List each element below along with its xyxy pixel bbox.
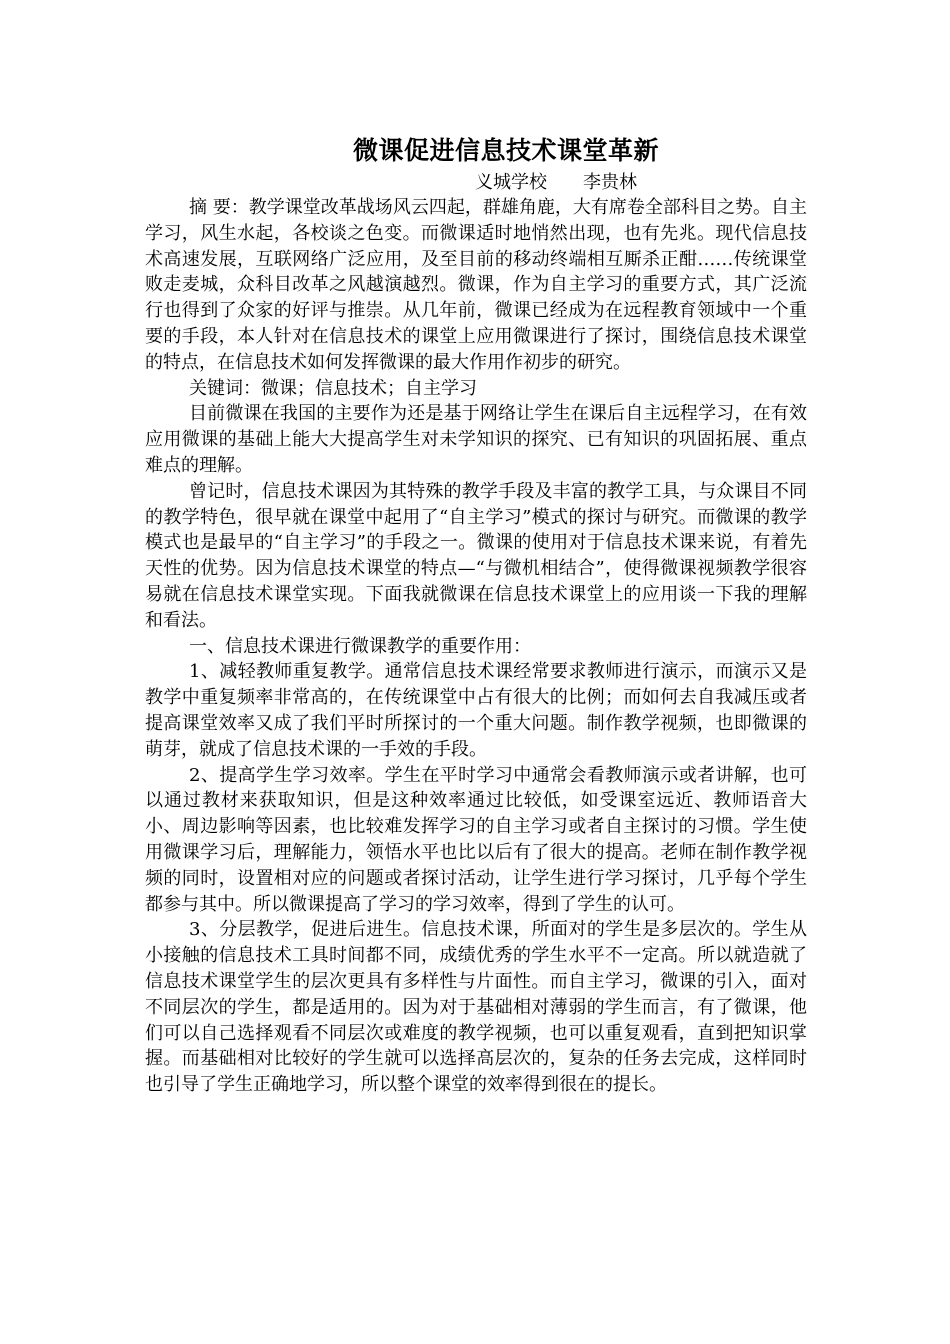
body-paragraph: 曾记时，信息技术课因为其特殊的教学手段及丰富的教学工具，与众课目不同的教学特色，很早就在课堂中起用了“自主学习”模式的探讨与研究。而微课的教学模式也是最早的“自主学习”的手段之一。微课的使用对于信息技术课来说，有着先天性的优势。因为信息技术课堂的特点—“与微机相结合”，使得微课视频教学很容易就在信息技术课堂实现。下面我就微课在信息技术课堂上的应用谈一下我的理解和看法。 bbox=[145, 480, 807, 631]
section-heading: 一、信息技术课进行微课教学的重要作用： bbox=[189, 635, 531, 657]
author-name: 李贵林 bbox=[583, 172, 637, 193]
body-paragraph: 目前微课在我国的主要作为还是基于网络让学生在课后自主远程学习，在有效应用微课的基础上能大大提高学生对未学知识的探究、已有知识的巩固拓展、重点难点的理解。 bbox=[145, 403, 807, 476]
school-name: 义城学校 bbox=[475, 172, 547, 193]
body-paragraph: 3、分层教学，促进后进生。信息技术课，所面对的学生是多层次的。学生从小接触的信息技术工具时间都不同，成绩优秀的学生水平不一定高。所以就造就了信息技术课堂学生的层次更具有多样性与片面性。而自主学习，微课的引入，面对不同层次的学生，都是适用的。因为对于基础相对薄弱的学生而言，有了微课，他们可以自己选择观看不同层次或难度的教学视频，也可以重复观看，直到把知识掌握。而基础相对比较好的学生就可以选择高层次的，复杂的任务去完成，这样同时也引导了学生正确地学习，所以整个课堂的效率得到很在的提长。 bbox=[145, 919, 807, 1096]
article-title: 微课促进信息技术课堂革新 bbox=[352, 136, 659, 165]
byline bbox=[475, 170, 807, 195]
keywords-paragraph: 关键词：微课；信息技术；自主学习 bbox=[189, 377, 477, 399]
body-paragraph: 2、提高学生学习效率。学生在平时学习中通常会看教师演示或者讲解，也可以通过教材来获取知识，但是这种效率通过比较低，如受课室远近、教师语音大小、周边影响等因素，也比较难发挥学习的自主学习或者自主探讨的习惯。学生使用微课学习后，理解能力，领悟水平也比以后有了很大的提高。老师在制作教学视频的同时，设置相对应的问题或者探讨活动，让学生进行学习探讨，几乎每个学生都参与其中。所以微课提高了学习的学习效率，得到了学生的认可。 bbox=[145, 764, 807, 915]
document-page bbox=[145, 132, 807, 1098]
abstract-paragraph: 摘 要：教学课堂改革战场风云四起，群雄角鹿，大有席卷全部科目之势。自主学习，风生水起，各校谈之色变。而微课适时地悄然出现，也有先兆。现代信息技术高速发展，互联网络广泛应用，及至目前的移动终端相互厮杀正酣……传统课堂败走麦城，众科目改革之风越演越烈。微课，作为自主学习的重要方式，其广泛流行也得到了众家的好评与推崇。从几年前，微课已经成为在远程教育领域中一个重要的手段，本人针对在信息技术的课堂上应用微课进行了探讨，围绕信息技术课堂的特点，在信息技术如何发挥微课的最大作用作初步的研究。 bbox=[145, 197, 807, 373]
body-paragraph: 1、减轻教师重复教学。通常信息技术课经常要求教师进行演示，而演示又是教学中重复频率非常高的，在传统课堂中占有很大的比例；而如何去自我减压或者提高课堂效率又成了我们平时所探讨的一个重大问题。制作教学视频，也即微课的萌芽，就成了信息技术课的一手效的手段。 bbox=[145, 661, 807, 760]
